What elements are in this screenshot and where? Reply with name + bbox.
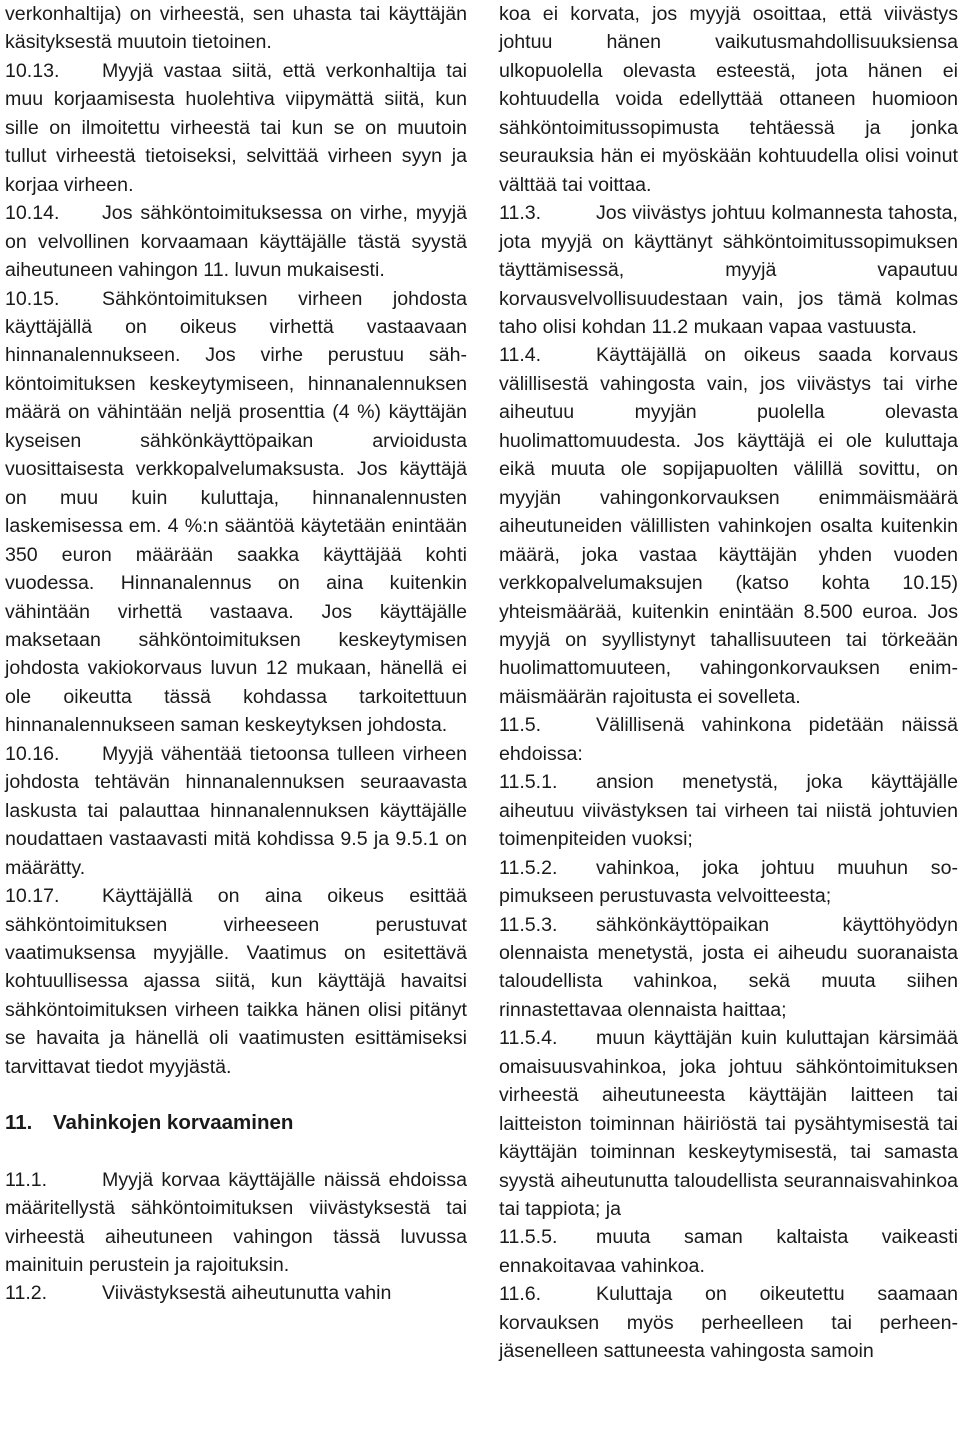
section-number: 10.13. [5, 59, 60, 82]
section-number: 11.5. [499, 714, 542, 737]
paragraph-11-5-4 [499, 1024, 958, 1223]
paragraph [499, 0, 958, 199]
paragraph-text: Sähköntoimituksen virheen johdosta käyttäjällä on oikeus virhettä vastaavaan hinnanalennukseen. Jos virhe perustuu sähköntoimituksen keskeytymiseen, hinnanalennuksen määrä on vähintään neljä prosenttia (4 %) käyttäjän kyseisen sähkönkäyttöpaikan arvioidusta vuosittaisesta verkkopalvelumaksusta. Jos käyttäjä on muu kuin kuluttaja, hinnanalennusten laskemisessa em. 4 %:n sääntöä käytetään enintään 350 euron määrään saakka käyttäjää kohti vuodessa. Hinnanalennus on aina kuitenkin vähintään virhettä vastaava. Jos käyttäjälle maksetaan sähköntoimituksen keskeytymisen johdosta vakiokorvaus luvun 12 mukaan, hänellä ei ole oikeutta tässä kohdassa tarkoitettuun hinnanalennukseen saman keskeytyksen johdosta. [5, 287, 467, 737]
section-number: 11.2. [5, 1282, 48, 1305]
right-column [499, 0, 958, 1366]
paragraph-10-13 [5, 57, 467, 199]
paragraph-text: Jos sähköntoimituksessa on virhe, myyjä on velvollinen korvaamaan käyttäjälle tästä syystä aiheutuneen vahingon 11. luvun mukaisesti. [5, 202, 467, 282]
paragraph-11-6 [499, 1280, 958, 1365]
paragraph-10-16 [5, 740, 467, 882]
paragraph-text: Jos viivästys johtuu kolmannesta tahosta, jota myyjä on käyttänyt sähköntoimitussopimuksen täyttämisessä, myyjä vapautuu korvausvelvollisuudestaan vain, jos tämä kolmas taho olisi kohdan 11.2 mukaan vapaa vastuusta. [499, 202, 958, 338]
section-number: 11.5.4. [499, 1027, 558, 1050]
section-number: 11.1. [5, 1168, 48, 1191]
section-heading [5, 1109, 467, 1137]
paragraph-11-5-1 [499, 768, 958, 853]
section-number: 10.15. [5, 287, 60, 310]
paragraph-text: Käyttäjällä on aina oikeus esittää sähköntoimituksen virheeseen perustuvat vaatimuksensa myyjälle. Vaatimus on esitettävä kohtuullisessa ajassa siitä, kun käyttäjä havaitsi sähköntoimituksen virheen taikka hänen olisi pitänyt se havaita ja hänellä oli vaatimusten esittämiseksi tarvittavat tiedot myyjästä. [5, 885, 467, 1078]
left-column [5, 0, 467, 1308]
section-number: 11.5.5. [499, 1226, 558, 1249]
paragraph-text: Välillisenä vahinkona pidetään näissä ehdoissa: [499, 714, 958, 765]
paragraph [5, 0, 467, 57]
paragraph-11-3 [499, 199, 958, 341]
section-number: 11.5.2. [499, 856, 558, 879]
section-number: 10.14. [5, 202, 60, 225]
paragraph-11-5-3 [499, 911, 958, 1025]
section-number: 11.5.3. [499, 913, 558, 936]
section-number: 11.6. [499, 1283, 542, 1306]
paragraph-11-5 [499, 711, 958, 768]
paragraph-11-1 [5, 1166, 467, 1280]
section-number: 11.4. [499, 344, 542, 367]
paragraph-10-14 [5, 199, 467, 284]
paragraph-text: Myyjä korvaa käyttäjälle näissä ehdoissa määritellystä sähköntoimituksen viivästyksestä tai virheestä aiheutuneen vahingon tässä luvussa mainituin perustein ja rajoituksin. [5, 1168, 467, 1277]
paragraph-text: Viivästyksestä aiheutunutta vahin [102, 1282, 392, 1305]
paragraph-11-5-2 [499, 854, 958, 911]
paragraph-11-2 [5, 1279, 467, 1307]
paragraph-text: ansion menetystä, joka käyttäjälle aiheutuu viivästyksen tai virheen tai niistä johtuvien toimenpiteiden vuoksi; [499, 771, 958, 851]
paragraph-text: Kuluttaja on oikeutettu saamaan korvauksen myös perheelleen tai perheenjäsenelleen sattuneesta vahingosta samoin [499, 1283, 958, 1363]
paragraph-text: vahinkoa, joka johtuu muuhun sopimukseen perustuvasta velvoitteesta; [499, 856, 958, 908]
paragraph-text: Myyjä vähentää tietoonsa tulleen virheen johdosta tehtävän hinnanalennuksen seuraavasta laskusta tai palauttaa hinnanalennuksen käyttäjälle noudattaen vastaavasti mitä kohdissa 9.5 ja 9.5.1 on määrätty. [5, 742, 467, 879]
paragraph-text: Käyttäjällä on oikeus saada korvaus välillisestä vahingosta vain, jos viivästys tai virhe aiheutuu myyjän puolella olevasta huolimattomuudesta. Jos käyttäjä ei ole kuluttaja eikä muuta ole sopijapuolten välillä sovittu, on myyjän vahingonkorvauksen enimmäismäärä aiheutuneiden välillisten vahinkojen osalta kuitenkin määrä, joka vastaa käyttäjän yhden vuoden verkkopalvelumaksujen (katso kohta 10.15) yhteismäärää, kuitenkin enintään 8.500 euroa. Jos myyjä on syyllistynyt tahallisuuteen tai törkeään huolimattomuuteen, vahingonkorvauksen enimmäismäärän rajoitusta ei sovelleta. [499, 344, 958, 708]
paragraph-text: muuta saman kaltaista vaikeasti ennakoitavaa vahinkoa. [499, 1226, 958, 1277]
paragraph-11-4 [499, 341, 958, 711]
section-number: 11.3. [499, 202, 542, 225]
heading-title: Vahinkojen korvaaminen [53, 1111, 294, 1135]
paragraph-10-15 [5, 285, 467, 740]
paragraph-text: Myyjä vastaa siitä, että verkonhaltija tai muu korjaamisesta huolehtiva viipymättä siitä, kun sille on ilmoitettu virheestä tai kun se on muutoin tullut virheestä tietoiseksi, selvittää virheen syyn ja korjaa virheen. [5, 59, 467, 196]
section-number: 11.5.1. [499, 771, 558, 794]
paragraph-text: koa ei korvata, jos myyjä osoittaa, että viivästys johtuu hänen vaikutusmahdollisuuksiensa ulkopuolella olevasta esteestä, jota hänen ei kohtuudella voida edellyttää ottaneen huomioon sähköntoimitussopimusta tehtäessä ja jonka seurauksia hän ei myöskään kohtuudella olisi voinut välttää tai voittaa. [499, 3, 958, 196]
heading-number: 11. [5, 1111, 33, 1135]
section-number: 10.17. [5, 885, 60, 908]
paragraph-text: muun käyttäjän kuin kuluttajan kärsimää omaisuusvahinkoa, joka johtuu sähköntoimituksen virheestä aiheutuneesta käyttäjän laitteen tai laitteiston toiminnan häiriöstä tai pysähtymisestä tai käyttäjän toiminnan keskeytymisestä, tai samasta syystä aiheutunutta taloudellista seurannaisvahinkoa tai tappiota; ja [499, 1027, 958, 1221]
paragraph-text: verkonhaltija) on virheestä, sen uhasta tai käyttäjän käsityksestä muutoin tietoinen. [5, 3, 467, 54]
paragraph-11-5-5 [499, 1223, 958, 1280]
section-number: 10.16. [5, 742, 60, 765]
paragraph-10-17 [5, 882, 467, 1081]
paragraph-text: sähkönkäyttöpaikan käyttöhyödyn olennaista menetystä, josta ei aiheudu suoranaista taloudellista vahinkoa, sekä muuta siihen rinnastettavaa olennaista haittaa; [499, 913, 958, 1021]
